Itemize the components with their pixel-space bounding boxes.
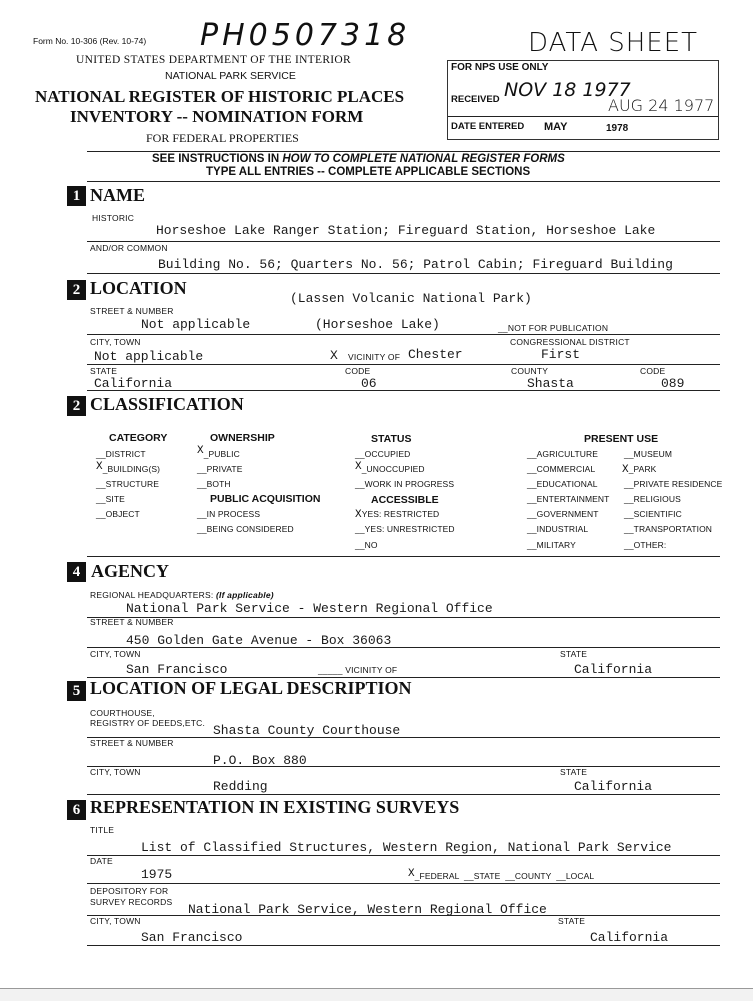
use-government: __GOVERNMENT	[527, 509, 599, 519]
legal-city-label: CITY, TOWN	[90, 767, 141, 777]
status-occupied-label: OCCUPIED	[364, 449, 411, 459]
section-4-number: 4	[67, 562, 86, 582]
vicinity-of-label: VICINITY OF	[348, 352, 401, 362]
instructions-line1	[152, 153, 565, 165]
survey-level-options: X_FEDERAL __STATE __COUNTY __LOCAL	[408, 868, 595, 881]
legal-street-label: STREET & NUMBER	[90, 738, 174, 748]
historic-rule	[87, 241, 720, 242]
survey-federal-label: FEDERAL	[419, 871, 460, 881]
agency-city-value: San Francisco	[126, 662, 228, 677]
survey-date-label: DATE	[90, 856, 113, 866]
form-number: Form No. 10-306 (Rev. 10-74)	[33, 36, 147, 46]
acquisition-in-process-label: IN PROCESS	[206, 509, 261, 519]
category-object: __OBJECT	[96, 509, 140, 519]
accessible-restricted	[355, 509, 439, 521]
common-name-value: Building No. 56; Quarters No. 56; Patrol Cabin; Fireguard Building	[158, 257, 673, 272]
agency-state-label: STATE	[560, 649, 588, 659]
congressional-district-label: CONGRESSIONAL DISTRICT	[510, 337, 630, 347]
depository-label: DEPOSITORY FOR	[90, 886, 169, 896]
received-label: RECEIVED	[451, 94, 500, 105]
section-1-title: NAME	[90, 185, 145, 205]
regional-hq-label-text: REGIONAL HEADQUARTERS:	[90, 590, 214, 600]
city-value: Not applicable	[94, 349, 204, 364]
section-2-number: 2	[67, 280, 86, 300]
use-private-residence-label: PRIVATE RESIDENCE	[633, 479, 723, 489]
historic-name-value: Horseshoe Lake Ranger Station; Fireguard Station, Horseshoe Lake	[156, 223, 656, 238]
instructions-prefix: SEE INSTRUCTIONS IN	[152, 153, 283, 165]
status-unoccupied: X_UNOCCUPIED	[355, 461, 425, 474]
survey-records-label: SURVEY RECORDS	[90, 897, 173, 907]
use-government-label: GOVERNMENT	[536, 509, 599, 519]
use-park: X_PARK	[622, 464, 657, 476]
data-sheet-label: DATA SHEET	[528, 28, 699, 58]
legal-city-value: Redding	[213, 779, 268, 794]
instructions-line2: TYPE ALL ENTRIES -- COMPLETE APPLICABLE SECTIONS	[206, 166, 531, 178]
park-name-value: (Lassen Volcanic National Park)	[290, 291, 532, 306]
vicinity-mark: X	[330, 348, 338, 363]
state-value: California	[94, 376, 173, 391]
courthouse-label: COURTHOUSE,	[90, 708, 155, 718]
present-use-heading: PRESENT USE	[584, 433, 659, 445]
use-military-label: MILITARY	[536, 540, 576, 550]
accessible-no: __NO	[355, 540, 378, 550]
public-acquisition-heading: PUBLIC ACQUISITION	[210, 493, 321, 505]
section-5-rule	[87, 794, 720, 795]
use-commercial: __COMMERCIAL	[527, 464, 596, 474]
survey-state-label: STATE	[558, 916, 586, 926]
agency-street-value: 450 Golden Gate Avenue - Box 36063	[126, 633, 392, 648]
received-date: NOV 18 1977	[504, 79, 631, 101]
department-name: UNITED STATES DEPARTMENT OF THE INTERIOR	[76, 54, 352, 66]
use-entertainment-label: ENTERTAINMENT	[536, 494, 610, 504]
acquisition-being-considered: __BEING CONSIDERED	[197, 524, 294, 534]
section-3-number: 2	[67, 396, 86, 416]
nps-use-only-box	[447, 60, 719, 140]
section-1-rule	[87, 273, 720, 274]
ownership-both-label: BOTH	[206, 479, 231, 489]
county-value: Shasta	[527, 376, 574, 391]
nps-box-divider	[448, 116, 718, 117]
section-6-number: 6	[67, 800, 86, 820]
survey-title-label: TITLE	[90, 825, 115, 835]
use-agriculture-label: AGRICULTURE	[536, 449, 599, 459]
street-value: Not applicable	[141, 317, 251, 332]
form-title-line1: NATIONAL REGISTER OF HISTORIC PLACES	[35, 87, 405, 106]
category-site: __SITE	[96, 494, 125, 504]
survey-city-label: CITY, TOWN	[90, 916, 141, 926]
accessible-heading: ACCESSIBLE	[371, 494, 439, 506]
agency-street-rule	[87, 647, 720, 648]
use-religious-label: RELIGIOUS	[633, 494, 681, 504]
legal-state-value: California	[574, 779, 653, 794]
legal-street-rule	[87, 766, 720, 767]
category-buildings: X_BUILDING(S)	[96, 461, 161, 474]
category-structure: __STRUCTURE	[96, 479, 159, 489]
use-private-residence: __PRIVATE RESIDENCE	[624, 479, 723, 489]
instructions-rule-bottom	[87, 181, 720, 182]
depository-rule	[87, 915, 720, 916]
ownership-public: X_PUBLIC	[197, 445, 240, 459]
survey-local-option: LOCAL	[565, 871, 595, 881]
acquisition-in-process: __IN PROCESS	[197, 509, 261, 519]
status-work-label: WORK IN PROGRESS	[364, 479, 455, 489]
agency-vicinity-text: VICINITY OF	[345, 665, 398, 675]
survey-date-rule	[87, 883, 720, 884]
category-structure-label: STRUCTURE	[105, 479, 159, 489]
section-2-title: LOCATION	[90, 278, 187, 298]
survey-date-value: 1975	[141, 867, 173, 882]
accessible-restricted-mark: X	[355, 509, 362, 521]
street-number-label: STREET & NUMBER	[90, 306, 174, 316]
use-industrial: __INDUSTRIAL	[527, 524, 589, 534]
use-commercial-label: COMMERCIAL	[536, 464, 596, 474]
instructions-rule-top	[87, 151, 720, 152]
ownership-private-label: PRIVATE	[206, 464, 243, 474]
city-rule	[87, 364, 720, 365]
street-rule	[87, 334, 720, 335]
form-subtitle: FOR FEDERAL PROPERTIES	[146, 131, 299, 145]
code-label: CODE	[345, 366, 371, 376]
regional-hq-value: National Park Service - Western Regional Office	[126, 601, 493, 616]
lake-value: (Horseshoe Lake)	[315, 317, 440, 332]
district-value: First	[541, 347, 581, 362]
use-transportation-label: TRANSPORTATION	[633, 524, 713, 534]
ownership-heading: OWNERSHIP	[210, 432, 275, 444]
accessible-unrestricted-label: YES: UNRESTRICTED	[364, 524, 455, 534]
handwritten-id: PH0507318	[200, 18, 411, 53]
historic-label: HISTORIC	[92, 213, 135, 223]
category-heading: CATEGORY	[109, 432, 168, 444]
legal-street-value: P.O. Box 880	[213, 753, 307, 768]
status-work-in-progress: __WORK IN PROGRESS	[355, 479, 455, 489]
courthouse-value: Shasta County Courthouse	[213, 723, 401, 738]
survey-title-value: List of Classified Structures, Western Region, National Park Service	[141, 840, 672, 855]
accessible-no-label: NO	[364, 540, 378, 550]
courthouse-rule	[87, 737, 720, 738]
regional-hq-note: (If applicable)	[216, 590, 274, 600]
category-object-label: OBJECT	[105, 509, 140, 519]
use-park-label: PARK	[633, 464, 657, 474]
state-label: STATE	[90, 366, 118, 376]
survey-county-option: COUNTY	[514, 871, 552, 881]
survey-title-rule	[87, 855, 720, 856]
status-unoccupied-label: UNOCCUPIED	[366, 464, 425, 474]
category-buildings-label: BUILDING(S)	[107, 464, 161, 474]
use-scientific-label: SCIENTIFIC	[633, 509, 682, 519]
accessible-restricted-label: YES: RESTRICTED	[361, 509, 440, 519]
section-4-title: AGENCY	[91, 561, 170, 581]
not-for-publication-label: __NOT FOR PUBLICATION	[498, 323, 609, 333]
nps-use-label: FOR NPS USE ONLY	[451, 62, 549, 73]
use-agriculture: __AGRICULTURE	[527, 449, 599, 459]
date-entered-label: DATE ENTERED	[451, 121, 525, 132]
use-other: __OTHER:	[624, 540, 667, 550]
city-town-label: CITY, TOWN	[90, 337, 141, 347]
service-name: NATIONAL PARK SERVICE	[165, 70, 296, 82]
form-title-line2: INVENTORY -- NOMINATION FORM	[70, 107, 364, 126]
status-occupied: __OCCUPIED	[355, 449, 411, 459]
use-scientific: __SCIENTIFIC	[624, 509, 682, 519]
agency-state-value: California	[574, 662, 653, 677]
acquisition-being-considered-label: BEING CONSIDERED	[206, 524, 294, 534]
agency-vicinity-label: _____ VICINITY OF	[318, 665, 398, 675]
survey-state-option: STATE	[473, 871, 501, 881]
county-code-label: CODE	[640, 366, 666, 376]
use-military: __MILITARY	[527, 540, 576, 550]
use-educational-label: EDUCATIONAL	[536, 479, 598, 489]
use-entertainment: __ENTERTAINMENT	[527, 494, 610, 504]
use-museum-label: MUSEUM	[633, 449, 673, 459]
depository-value: National Park Service, Western Regional Office	[188, 902, 547, 917]
regional-hq-label	[90, 590, 274, 600]
received-stamp-second: AUG 24 1977	[608, 96, 715, 115]
section-5-title: LOCATION OF LEGAL DESCRIPTION	[90, 678, 412, 698]
category-site-label: SITE	[105, 494, 125, 504]
date-entered-value: MAY	[544, 121, 568, 133]
use-park-mark: X	[622, 464, 629, 476]
category-district: __DISTRICT	[96, 449, 146, 459]
hq-rule	[87, 617, 720, 618]
vicinity-value: Chester	[408, 347, 463, 362]
section-6-title: REPRESENTATION IN EXISTING SURVEYS	[90, 797, 460, 817]
ownership-both: __BOTH	[197, 479, 231, 489]
status-heading: STATUS	[371, 433, 412, 445]
use-museum: __MUSEUM	[624, 449, 673, 459]
use-educational: __EDUCATIONAL	[527, 479, 598, 489]
use-religious: __RELIGIOUS	[624, 494, 681, 504]
legal-state-label: STATE	[560, 767, 588, 777]
survey-city-value: San Francisco	[141, 930, 243, 945]
common-name-label: AND/OR COMMON	[90, 243, 168, 253]
use-industrial-label: INDUSTRIAL	[536, 524, 589, 534]
agency-city-label: CITY, TOWN	[90, 649, 141, 659]
use-transportation: __TRANSPORTATION	[624, 524, 713, 534]
section-3-rule	[87, 556, 720, 557]
section-2-rule	[87, 390, 720, 391]
section-1-number: 1	[67, 186, 86, 206]
category-district-label: DISTRICT	[105, 449, 146, 459]
ownership-public-mark: X	[197, 445, 204, 457]
instructions-emphasis: HOW TO COMPLETE NATIONAL REGISTER FORMS	[282, 153, 565, 165]
county-code-value: 089	[661, 376, 685, 391]
use-other-label: OTHER:	[633, 540, 667, 550]
registry-label: REGISTRY OF DEEDS,ETC.	[90, 718, 206, 728]
category-buildings-mark: X	[96, 461, 103, 473]
survey-federal-mark: X	[408, 868, 415, 880]
ownership-private: __PRIVATE	[197, 464, 243, 474]
not-for-publication-text: NOT FOR PUBLICATION	[507, 323, 609, 333]
section-5-number: 5	[67, 681, 86, 701]
survey-state-value: California	[590, 930, 669, 945]
scan-bottom-edge	[0, 988, 753, 1001]
code-value: 06	[361, 376, 377, 391]
county-label: COUNTY	[511, 366, 549, 376]
agency-street-label: STREET & NUMBER	[90, 617, 174, 627]
section-3-title: CLASSIFICATION	[90, 394, 244, 414]
ownership-public-label: PUBLIC	[208, 449, 240, 459]
accessible-unrestricted: __YES: UNRESTRICTED	[355, 524, 455, 534]
status-unoccupied-mark: X	[355, 461, 362, 473]
survey-city-rule	[87, 945, 720, 946]
date-entered-year: 1978	[606, 123, 629, 134]
